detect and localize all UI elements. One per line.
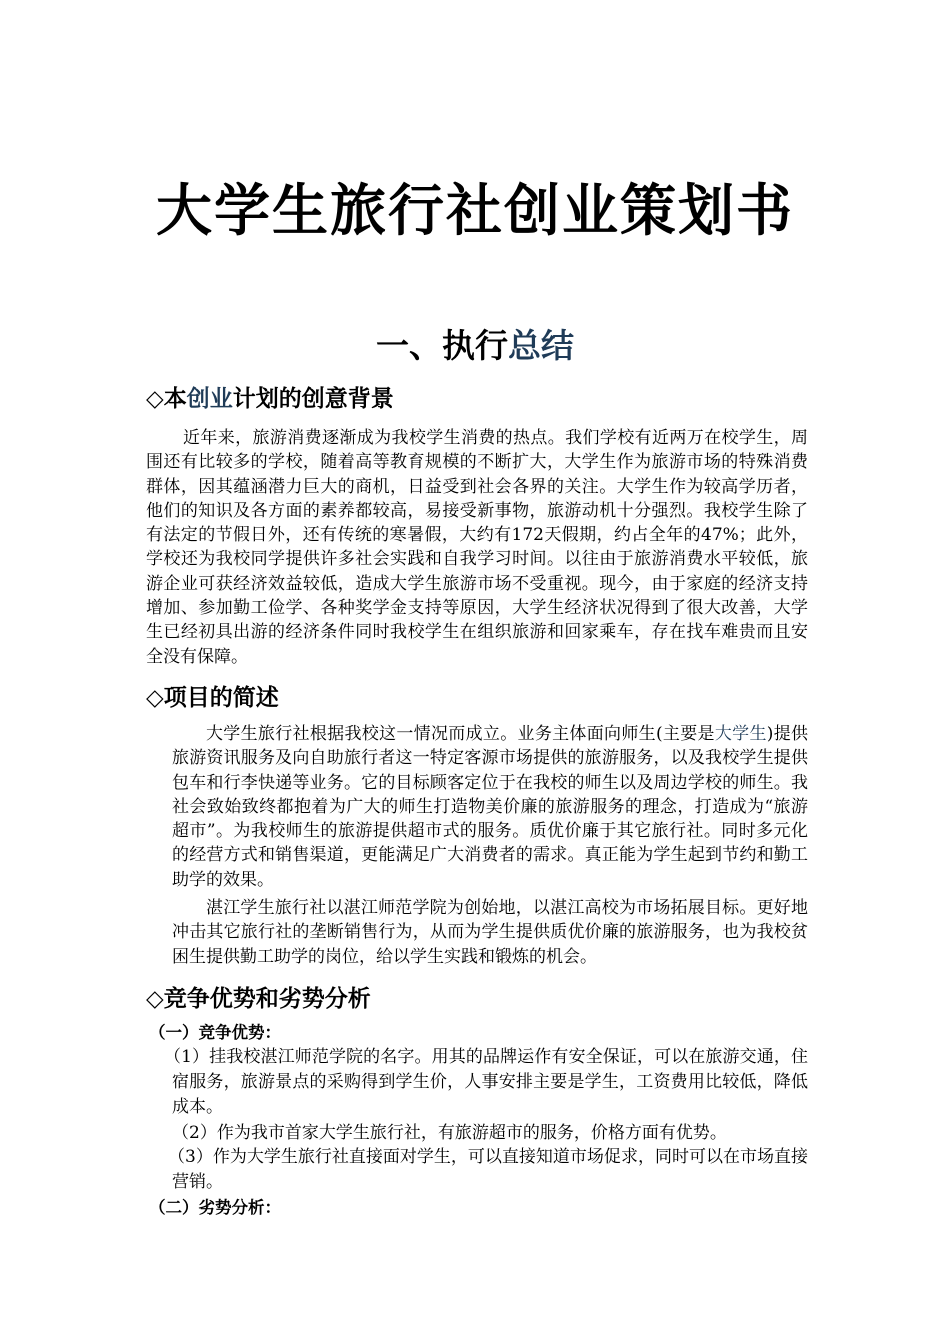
section-heading-project-summary: ◇项目的简述	[146, 685, 279, 711]
section-heading-swot: ◇竞争优势和劣势分析	[146, 986, 371, 1012]
project-summary-paragraph-1	[172, 722, 808, 892]
section-heading-background	[146, 383, 394, 415]
advantages-heading: （一）竞争优势：	[149, 1023, 281, 1042]
section-heading-accent: 创业	[186, 386, 233, 412]
advantage-item-1: （1）挂我校湛江师范学院的名字。用其的品牌运作有安全保证，可以在旅游交通，住宿服务，旅游景点的采购得到学生价，人事安排主要是学生，工资费用比较低，降低成本。	[164, 1047, 808, 1117]
chapter-title-text: 一、执行	[376, 326, 508, 365]
background-paragraph: 近年来，旅游消费逐渐成为我校学生消费的热点。我们学校有近两万在校学生，周围还有比较多的学校，随着高等教育规模的不断扩大，大学生作为旅游市场的特殊消费群体，因其蕴涵潜力巨大的商机，日益受到社会各界的关注。大学生作为较高学历者，他们的知识及各方面的素养都较高，易接受新事物，旅游动机十分强烈。我校学生除了有法定的节假日外，还有传统的寒暑假，大约有172天假期，约占全年的47%；此外，学校还为我校同学提供许多社会实践和自我学习时间。以往由于旅游消费水平较低，旅游企业可获经济效益较低，造成大学生旅游市场不受重视。现今，由于家庭的经济支持增加、参加勤工俭学、各种奖学金支持等原因，大学生经济状况得到了很大改善，大学生已经初具出游的经济条件同时我校学生在组织旅游和回家乘车，存在找车难贵而且安全没有保障。	[146, 428, 808, 667]
document-title: 大学生旅行社创业策划书	[156, 179, 794, 244]
section-heading-marker: ◇本	[146, 386, 187, 412]
project-summary-paragraph-2: 湛江学生旅行社以湛江师范学院为创始地，以湛江高校为市场拓展目标。更好地冲击其它旅行社的垄断销售行为，从而为学生提供质优价廉的旅游服务，也为我校贫困生提供勤工助学的岗位，给以学生实践和锻炼的机会。	[172, 898, 808, 967]
disadvantages-heading: （二）劣势分析：	[149, 1198, 281, 1217]
project-summary-text-1: 大学生旅行社根据我校这一情况而成立。业务主体面向师生(主要是	[206, 724, 715, 744]
advantage-item-3: （3）作为大学生旅行社直接面对学生，可以直接知道市场促求，同时可以在市场直接营销。	[168, 1147, 808, 1192]
advantage-item-2: （2）作为我市首家大学生旅行社，有旅游超市的服务，价格方面有优势。	[172, 1123, 727, 1143]
project-summary-accent: 大学生	[714, 724, 767, 744]
chapter-title	[0, 322, 950, 370]
section-heading-rest: 计划的创意背景	[232, 386, 394, 412]
project-summary-text-2: )提供旅游资讯服务及向自助旅行者这一特定客源市场提供的旅游服务，以及我校学生提供包车和行李快递等业务。它的目标顾客定位于在我校的师生以及周边学校的师生。我社会致始致终都抱着为广大的师生打造物美价廉的旅游服务的理念，打造成为“旅游超市”。为我校师生的旅游提供超市式的服务。质优价廉于其它旅行社。同时多元化的经营方式和销售渠道，更能满足广大消费者的需求。真正能为学生起到节约和勤工助学的效果。	[172, 724, 808, 890]
chapter-title-accent: 总结	[508, 326, 574, 365]
